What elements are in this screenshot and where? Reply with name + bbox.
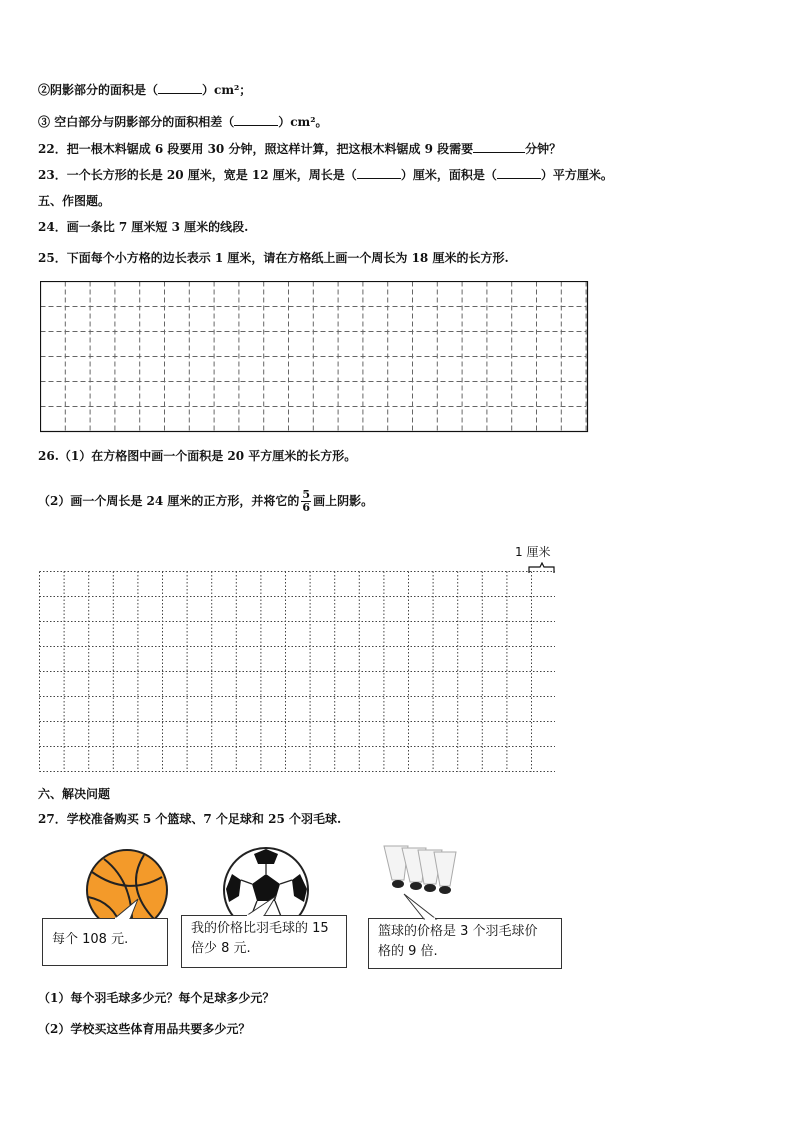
answer-blank[interactable] <box>473 141 525 153</box>
q22: 22．把一根木料锯成 6 段要用 30 分钟，照这样计算，把这根木料锯成 9 段需要 分钟？ <box>38 142 562 156</box>
football-price-bubble: 我的价格比羽毛球的 15 倍少 8 元. <box>181 915 347 968</box>
section-5-title: 五、作图题。 <box>38 194 111 208</box>
q27: 27．学校准备购买 5 个篮球、7 个足球和 25 个羽毛球. <box>38 812 342 826</box>
answer-blank[interactable] <box>357 167 401 179</box>
answer-blank[interactable] <box>234 114 278 126</box>
bubble-tail <box>400 892 440 920</box>
q25-grid[interactable] <box>40 281 592 433</box>
q21-item2: ②阴影部分的面积是（ ）cm²； <box>38 83 252 97</box>
section-6-title: 六、解决问题 <box>38 787 111 801</box>
scale-label: 1 厘米 <box>515 545 551 559</box>
answer-blank[interactable] <box>158 82 202 94</box>
q24: 24．画一条比 7 厘米短 3 厘米的线段. <box>38 220 249 234</box>
circled-3: ③ <box>38 115 51 129</box>
q27-sub1: （1）每个羽毛球多少元？每个足球多少元？ <box>38 991 275 1005</box>
bubble-tail <box>240 894 280 916</box>
q26-grid[interactable] <box>39 571 555 773</box>
shuttlecock-price-bubble: 篮球的价格是 3 个羽毛球价 格的 9 倍. <box>368 918 562 969</box>
q26-part1: 26.（1）在方格图中画一个面积是 20 平方厘米的长方形。 <box>38 449 357 463</box>
fraction-five-sixths: $\frac{5}{6}$ <box>302 488 311 514</box>
q23: 23．一个长方形的长是 20 厘米，宽是 12 厘米，周长是（ ）厘米，面积是（ ）平方厘米。 <box>38 168 613 182</box>
bubble-tail <box>112 897 142 919</box>
circled-2: ② <box>38 83 51 97</box>
q27-sub2: （2）学校买这些体育用品共要多少元？ <box>38 1022 251 1036</box>
q26-part2: （2）画一个周长是 24 厘米的正方形，并将它的 $\frac{5}{6}$ 画上阴影。 <box>38 488 374 514</box>
q21-item3: ③ 空白部分与阴影部分的面积相差（ ）cm²。 <box>38 115 328 129</box>
answer-blank[interactable] <box>497 167 541 179</box>
q25: 25．下面每个小方格的边长表示 1 厘米，请在方格纸上画一个周长为 18 厘米的长方形. <box>38 251 509 265</box>
basketball-price-bubble: 每个 108 元. <box>42 918 168 966</box>
